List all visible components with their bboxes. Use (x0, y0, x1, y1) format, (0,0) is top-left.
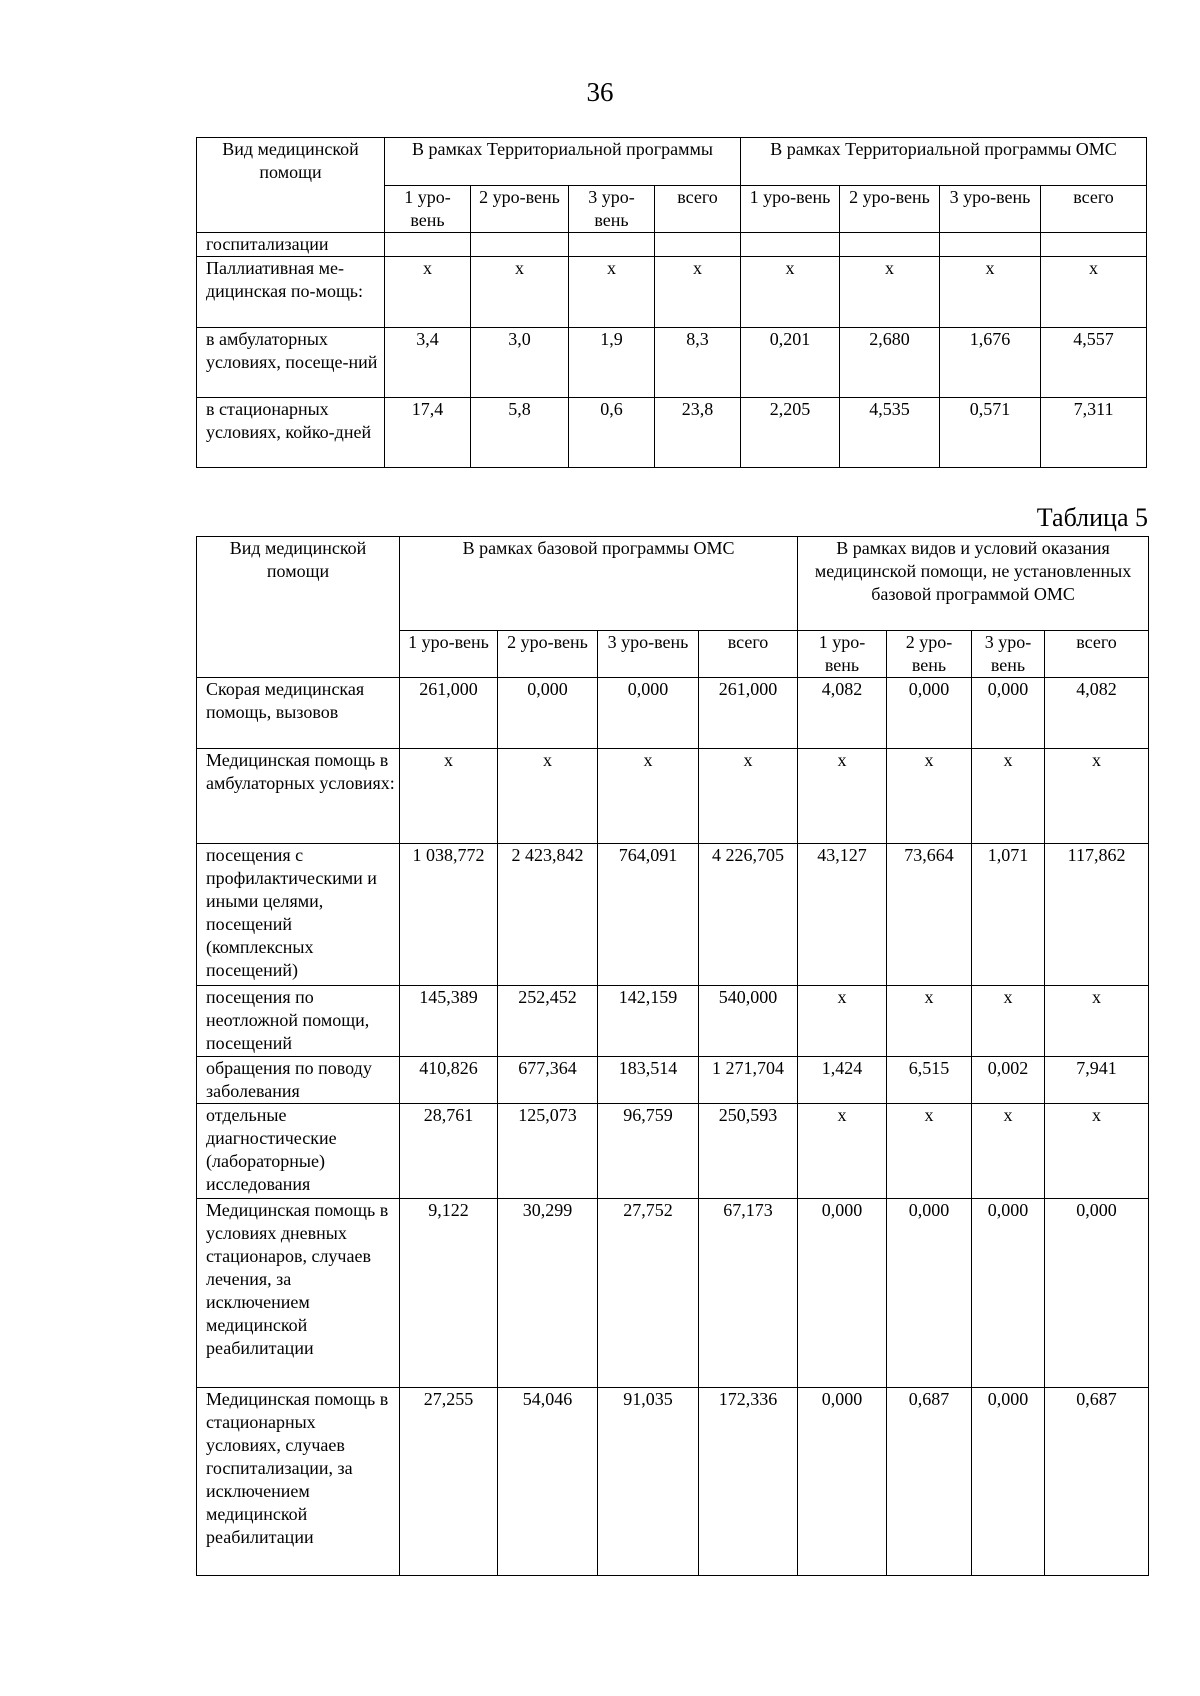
table-2-header-level: 3 уро-вень (598, 631, 699, 678)
page-number: 36 (586, 77, 614, 107)
table-2-header-kind: Вид медицинской помощи (197, 537, 400, 678)
table-row (197, 986, 1149, 1057)
table-cell: 0,571 (940, 398, 1041, 468)
table-row (197, 1388, 1149, 1576)
table-cell: х (972, 986, 1045, 1057)
row-label: Паллиативная ме-дицинская по-мощь: (197, 257, 385, 328)
row-label: посещения по неотложной помощи, посещений (197, 986, 400, 1057)
table-2-header-group-1: В рамках базовой программы ОМС (400, 537, 798, 631)
table-cell: х (741, 257, 840, 328)
row-label: Медицинская помощь в условиях дневных стационаров, случаев лечения, за исключением медицинской реабилитации (197, 1199, 400, 1388)
table-cell: 125,073 (498, 1104, 598, 1199)
row-label: в амбулаторных условиях, посеще-ний (197, 328, 385, 398)
row-label: обращения по поводу заболевания (197, 1057, 400, 1104)
table-cell (840, 233, 940, 257)
table-row (197, 257, 1147, 328)
table-cell: х (471, 257, 569, 328)
table-cell (741, 233, 840, 257)
table-cell: х (798, 1104, 887, 1199)
table-cell: 54,046 (498, 1388, 598, 1576)
table-cell: 8,3 (655, 328, 741, 398)
table-cell: 250,593 (699, 1104, 798, 1199)
table-2-header-level: 1 уро-вень (798, 631, 887, 678)
table-cell: х (887, 1104, 972, 1199)
table-cell: х (798, 749, 887, 844)
table-2-header-level: 3 уро-вень (972, 631, 1045, 678)
table-cell: х (655, 257, 741, 328)
table-cell: 28,761 (400, 1104, 498, 1199)
table-1-header-level: 3 уро-вень (940, 186, 1041, 233)
table-cell: 261,000 (699, 678, 798, 749)
table-1-header-group-2: В рамках Территориальной программы ОМС (741, 138, 1147, 186)
table-cell: х (569, 257, 655, 328)
table-cell: 91,035 (598, 1388, 699, 1576)
table-2 (196, 536, 1149, 1576)
table-cell: 764,091 (598, 844, 699, 986)
row-label: Медицинская помощь в стационарных условиях, случаев госпитализации, за исключением медицинской реабилитации (197, 1388, 400, 1576)
table-row (197, 398, 1147, 468)
table-cell: 2 423,842 (498, 844, 598, 986)
table-cell: 73,664 (887, 844, 972, 986)
table-1-header-level: всего (655, 186, 741, 233)
table-cell: 142,159 (598, 986, 699, 1057)
table-1 (196, 137, 1147, 468)
table-2-header-level: всего (1045, 631, 1149, 678)
table-cell: 145,389 (400, 986, 498, 1057)
table-cell: 2,680 (840, 328, 940, 398)
table-cell: х (840, 257, 940, 328)
table-2-header-level: 2 уро-вень (887, 631, 972, 678)
table-cell: х (972, 749, 1045, 844)
table-cell: 0,000 (972, 678, 1045, 749)
table-1-header-kind: Вид медицинской помощи (197, 138, 385, 233)
table-cell: х (887, 749, 972, 844)
table-row (197, 678, 1149, 749)
table-cell: 0,000 (972, 1199, 1045, 1388)
row-label: Скорая медицинская помощь, вызовов (197, 678, 400, 749)
table-cell: 0,201 (741, 328, 840, 398)
table-row (197, 233, 1147, 257)
table-cell: 677,364 (498, 1057, 598, 1104)
table-cell: 4 226,705 (699, 844, 798, 986)
table-1-header-level: 2 уро-вень (840, 186, 940, 233)
table-cell: 3,4 (385, 328, 471, 398)
table-cell: 252,452 (498, 986, 598, 1057)
table-cell: х (887, 986, 972, 1057)
table-cell (940, 233, 1041, 257)
table-cell: 27,255 (400, 1388, 498, 1576)
table-2-header-group-2: В рамках видов и условий оказания медицинской помощи, не установленных базовой программой ОМС (798, 537, 1149, 631)
table-cell: х (699, 749, 798, 844)
row-label: отдельные диагностические (лабораторные) исследования (197, 1104, 400, 1199)
table-cell (385, 233, 471, 257)
table-cell: 0,000 (1045, 1199, 1149, 1388)
table-row (197, 844, 1149, 986)
table-cell: 0,000 (887, 678, 972, 749)
table-2-header-level: 2 уро-вень (498, 631, 598, 678)
table-cell: х (972, 1104, 1045, 1199)
table-2-header-level: 1 уро-вень (400, 631, 498, 678)
row-label: госпитализации (197, 233, 385, 257)
table-cell: х (1045, 986, 1149, 1057)
table-cell: 43,127 (798, 844, 887, 986)
table-cell: 261,000 (400, 678, 498, 749)
table-cell: х (1041, 257, 1147, 328)
table-cell: х (400, 749, 498, 844)
table-cell: х (1045, 749, 1149, 844)
table-row (197, 749, 1149, 844)
table-cell: 0,000 (798, 1388, 887, 1576)
table-1-header-level: 1 уро-вень (385, 186, 471, 233)
table-cell: 3,0 (471, 328, 569, 398)
table-cell: 0,6 (569, 398, 655, 468)
row-label: в стационарных условиях, койко-дней (197, 398, 385, 468)
table-cell: 1,676 (940, 328, 1041, 398)
table-cell: 0,687 (887, 1388, 972, 1576)
table-cell: х (940, 257, 1041, 328)
table-cell: 7,311 (1041, 398, 1147, 468)
table-cell: 0,687 (1045, 1388, 1149, 1576)
table-1-header-level: 3 уро-вень (569, 186, 655, 233)
table-cell: 2,205 (741, 398, 840, 468)
table-cell (1041, 233, 1147, 257)
table-cell: 117,862 (1045, 844, 1149, 986)
table-cell: 5,8 (471, 398, 569, 468)
table-cell: 17,4 (385, 398, 471, 468)
table-cell: х (798, 986, 887, 1057)
table-cell: 172,336 (699, 1388, 798, 1576)
table-cell: х (1045, 1104, 1149, 1199)
table-cell: х (385, 257, 471, 328)
table-cell: 0,000 (887, 1199, 972, 1388)
table-2-header-level: всего (699, 631, 798, 678)
table-cell: 96,759 (598, 1104, 699, 1199)
table-cell: 6,515 (887, 1057, 972, 1104)
table-caption: Таблица 5 (1036, 503, 1148, 532)
table-cell: 1,071 (972, 844, 1045, 986)
table-cell: х (598, 749, 699, 844)
table-cell: 23,8 (655, 398, 741, 468)
table-cell (569, 233, 655, 257)
table-cell: 30,299 (498, 1199, 598, 1388)
table-cell: 183,514 (598, 1057, 699, 1104)
table-row (197, 1104, 1149, 1199)
table-1-header-level: всего (1041, 186, 1147, 233)
table-cell: 27,752 (598, 1199, 699, 1388)
table-1-header-level: 1 уро-вень (741, 186, 840, 233)
table-cell: 0,000 (798, 1199, 887, 1388)
table-cell: 0,000 (972, 1388, 1045, 1576)
table-row (197, 1057, 1149, 1104)
table-cell: 4,082 (798, 678, 887, 749)
table-cell: 0,000 (598, 678, 699, 749)
table-cell: 7,941 (1045, 1057, 1149, 1104)
table-row (197, 1199, 1149, 1388)
row-label: Медицинская помощь в амбулаторных условиях: (197, 749, 400, 844)
table-cell: 0,000 (498, 678, 598, 749)
table-cell: х (498, 749, 598, 844)
table-cell (655, 233, 741, 257)
table-cell: 1,424 (798, 1057, 887, 1104)
table-1-header-group-1: В рамках Территориальной программы (385, 138, 741, 186)
table-cell: 0,002 (972, 1057, 1045, 1104)
table-cell: 1 038,772 (400, 844, 498, 986)
table-cell: 4,557 (1041, 328, 1147, 398)
table-cell: 4,535 (840, 398, 940, 468)
table-cell: 1,9 (569, 328, 655, 398)
table-cell: 9,122 (400, 1199, 498, 1388)
table-row (197, 328, 1147, 398)
table-cell: 1 271,704 (699, 1057, 798, 1104)
table-cell: 67,173 (699, 1199, 798, 1388)
row-label: посещения с профилактическими и иными целями, посещений (комплексных посещений) (197, 844, 400, 986)
table-cell: 540,000 (699, 986, 798, 1057)
table-cell: 410,826 (400, 1057, 498, 1104)
table-cell: 4,082 (1045, 678, 1149, 749)
table-1-header-level: 2 уро-вень (471, 186, 569, 233)
table-cell (471, 233, 569, 257)
